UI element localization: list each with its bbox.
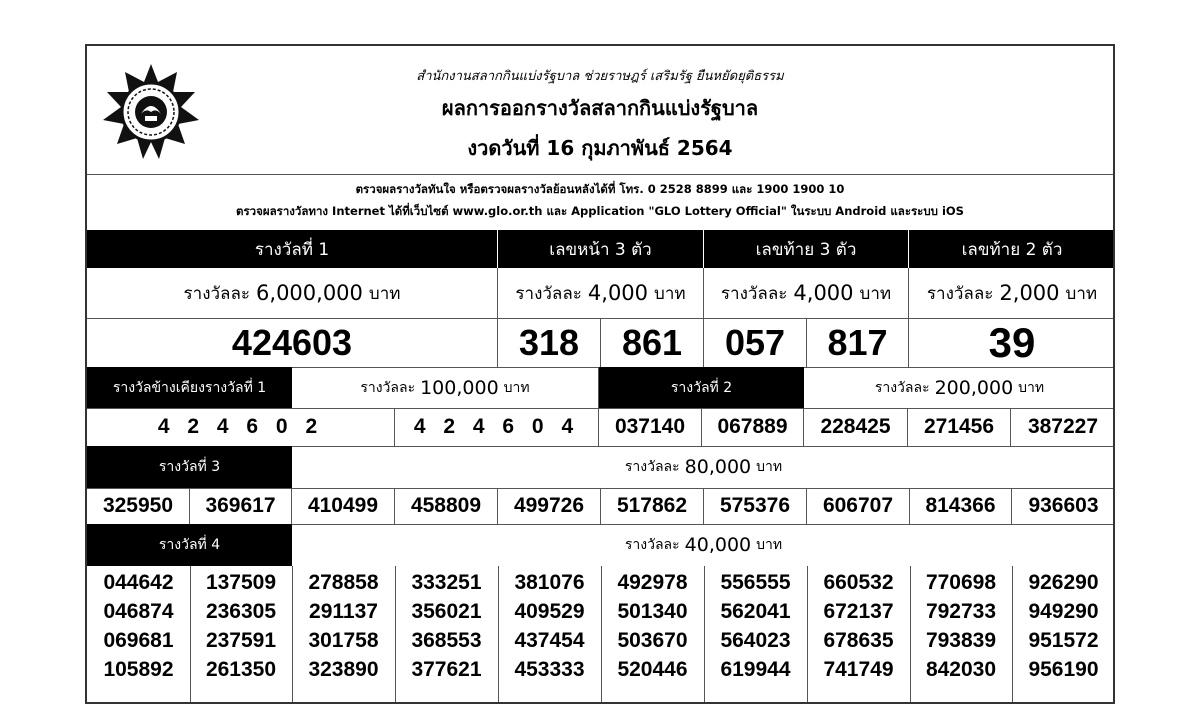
prize4-number: 453333	[514, 657, 585, 681]
prize2-number: 387227	[1027, 415, 1099, 438]
per-prize-label: รางวัลละ	[874, 379, 930, 396]
prize4-number: 792733	[925, 599, 997, 623]
baht-label: บาท	[503, 379, 530, 396]
per-prize-label: รางวัลละ	[624, 459, 680, 475]
baht-label: บาท	[368, 283, 401, 304]
prize4-number: 562041	[720, 599, 791, 623]
top-prize-numbers	[87, 318, 1113, 368]
prize4-number: 793839	[925, 628, 997, 652]
prize4-number: 105892	[103, 657, 174, 681]
last3-amount-value: 4,000	[793, 281, 854, 305]
prize3-number: 936603	[1028, 494, 1099, 517]
prize4-amount	[292, 524, 1115, 566]
baht-label: บาท	[859, 283, 892, 304]
prize2-number: 271456	[908, 408, 1011, 446]
front3-title: เลขหน้า 3 ตัว	[498, 230, 704, 268]
front3-number-1: 318	[498, 318, 601, 367]
prize3-number: 325950	[87, 488, 190, 524]
prize4-number: 741749	[823, 657, 894, 681]
prize4-number: 501340	[617, 599, 688, 623]
baht-label: บาท	[756, 537, 783, 553]
prize2-number: 037140	[599, 408, 702, 446]
prize4-number: 660532	[823, 570, 894, 594]
prize4-number: 556555	[720, 570, 791, 594]
prize2-number: 228425	[804, 408, 908, 446]
top-prize-amounts	[87, 268, 1113, 319]
prize3-number: 499726	[498, 488, 601, 524]
baht-label: บาท	[654, 283, 686, 304]
prize2-title: รางวัลที่ 2	[599, 367, 804, 408]
per-prize-label: รางวัลละ	[624, 537, 680, 553]
prize2-amount-value: 200,000	[934, 376, 1014, 399]
prize4-number: 377621	[411, 657, 482, 681]
near1-number-2: 4 2 4 6 0 4	[395, 408, 599, 446]
near1-amount-value: 100,000	[420, 376, 499, 399]
last2-title: เลขท้าย 2 ตัว	[909, 230, 1115, 268]
top-prize-headers	[87, 230, 1113, 268]
prize4-number: 492978	[617, 570, 688, 594]
prize4-number: 261350	[205, 657, 277, 681]
prize4-number: 333251	[411, 570, 482, 594]
last3-amount	[704, 268, 909, 318]
prize4-number: 520446	[617, 657, 688, 681]
front3-amount-value: 4,000	[587, 281, 649, 305]
prize4-number: 956190	[1028, 657, 1099, 681]
near1-prize2-number-row	[87, 408, 1113, 447]
prize3-number: 517862	[601, 488, 704, 524]
prize4-number: 437454	[514, 628, 585, 652]
near1-amount	[292, 367, 599, 408]
prize4-number: 301758	[308, 628, 379, 652]
prize3-number: 410499	[292, 488, 395, 524]
prize4-number: 409529	[514, 599, 585, 623]
last2-amount	[909, 268, 1115, 318]
prize3-number-row	[87, 488, 1113, 525]
baht-label: บาท	[1018, 379, 1045, 396]
prize4-number: 926290	[1028, 570, 1099, 594]
prize4-header-row	[87, 524, 1113, 566]
prize4-number: 044642	[103, 570, 174, 594]
near1-number-1: 4 2 4 6 0 2	[87, 408, 395, 446]
last2-amount-value: 2,000	[999, 281, 1060, 305]
prize4-number: 291137	[309, 599, 378, 623]
prize3-amount	[292, 446, 1115, 488]
contact-info	[87, 174, 1113, 230]
prize1-amount-value: 6,000,000	[256, 281, 363, 305]
prize3-number: 575376	[704, 488, 807, 524]
prize4-number: 236305	[205, 599, 277, 623]
prize4-number-grid	[87, 566, 1113, 704]
page-title: ผลการออกรางวัลสลากกินแบ่งรัฐบาล	[441, 96, 759, 120]
prize4-number: 951572	[1028, 628, 1099, 652]
per-prize-label: รางวัลละ	[926, 283, 994, 304]
contact-line: ตรวจผลรางวัลทันใจ หรือตรวจผลรางวัลย้อนหลังได้ที่ โทร. 0 2528 8899 และ 1900 1900 10	[355, 182, 845, 196]
per-prize-label: รางวัลละ	[515, 283, 582, 304]
front3-amount	[498, 268, 704, 318]
near1-title: รางวัลข้างเคียงรางวัลที่ 1	[87, 367, 292, 408]
prize4-number: 368553	[411, 628, 482, 652]
prize4-number: 381076	[514, 570, 585, 594]
header	[87, 46, 1113, 175]
prize4-number: 678635	[823, 628, 894, 652]
prize1-number: 424603	[87, 318, 498, 367]
per-prize-label: รางวัลละ	[183, 283, 251, 304]
prize4-number: 564023	[720, 628, 791, 652]
prize4-number: 323890	[308, 657, 379, 681]
per-prize-label: รางวัลละ	[720, 283, 788, 304]
draw-date: งวดวันที่ 16 กุมภาพันธ์ 2564	[467, 136, 733, 160]
prize3-number: 458809	[395, 488, 498, 524]
prize4-amount-value: 40,000	[684, 534, 752, 556]
prize4-number: 356021	[411, 599, 482, 623]
internet-line: ตรวจผลรางวัลทาง Internet ได้ที่เว็บไซต์ www.glo.or.th และ Application "GLO Lottery Official" ในระบบ Android และระบบ iOS	[236, 204, 964, 218]
prize4-number: 069681	[103, 628, 174, 652]
prize3-number: 606707	[807, 488, 910, 524]
per-prize-label: รางวัลละ	[360, 379, 416, 396]
prize4-number: 046874	[103, 599, 174, 623]
last3-number-1: 057	[704, 318, 807, 367]
prize4-number: 237591	[205, 628, 277, 652]
prize1-title: รางวัลที่ 1	[87, 230, 498, 268]
prize2-number: 067889	[702, 408, 804, 446]
prize4-number: 842030	[925, 657, 997, 681]
last2-number: 39	[988, 318, 1036, 366]
near1-prize2-header-row	[87, 367, 1113, 409]
lottery-result-sheet	[85, 44, 1115, 704]
prize3-title: รางวัลที่ 3	[87, 446, 292, 488]
front3-number-2: 861	[601, 318, 704, 367]
prize4-number: 619944	[720, 657, 791, 681]
prize4-number: 278858	[308, 570, 379, 594]
last3-number-2: 817	[807, 318, 909, 367]
agency-line: สำนักงานสลากกินแบ่งรัฐบาล ช่วยราษฎร์ เสริมรัฐ ยืนหยัดยุติธรรม	[416, 68, 784, 84]
prize4-title: รางวัลที่ 4	[87, 524, 292, 566]
prize4-number: 672137	[823, 599, 894, 623]
prize3-number: 369617	[190, 488, 292, 524]
baht-label: บาท	[756, 459, 783, 475]
prize3-amount-value: 80,000	[684, 456, 752, 478]
prize4-number: 770698	[925, 570, 997, 594]
last3-title: เลขท้าย 3 ตัว	[704, 230, 909, 268]
baht-label: บาท	[1065, 283, 1098, 304]
prize3-number: 814366	[910, 488, 1012, 524]
prize2-amount	[804, 367, 1115, 408]
prize1-amount	[87, 268, 498, 318]
prize4-number: 503670	[617, 628, 688, 652]
prize4-number: 137509	[205, 570, 277, 594]
prize3-header-row	[87, 446, 1113, 489]
prize4-number: 949290	[1028, 599, 1099, 623]
